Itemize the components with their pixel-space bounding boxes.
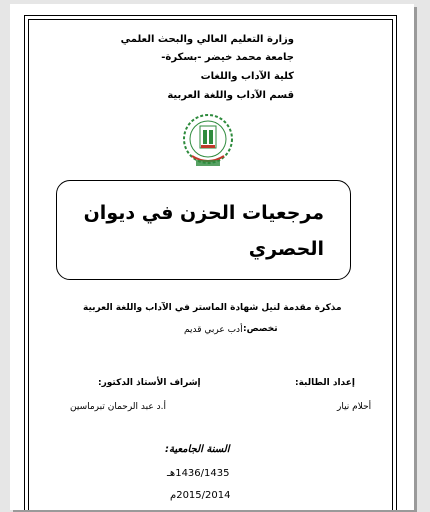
supervisor-label: إشراف الأستاذ الدكتور:	[98, 378, 201, 388]
university-line: جامعة محمد خيضر -بسكرة-	[161, 52, 294, 63]
student-name: أحلام نيار	[337, 402, 372, 412]
university-emblem-icon	[182, 112, 234, 170]
department-line: قسم الآداب واللغة العربية	[167, 90, 294, 101]
ministry-line: وزارة التعليم العالي والبحث العلمي	[120, 34, 294, 45]
thesis-title-line-1: مرجعيات الحزن في ديوان	[83, 202, 324, 224]
specialization-value: أدب عربي قديم	[184, 325, 243, 335]
title-box	[56, 180, 351, 280]
document-page	[10, 4, 414, 510]
academic-year-label: السنة الجامعية:	[165, 444, 230, 455]
thesis-note: مذكرة مقدمة لنيل شهادة الماستر في الآداب واللغة العربية	[83, 303, 342, 313]
specialization-label: تخصص:	[243, 324, 278, 334]
academic-year-hijri: 1436/1435هـ	[167, 468, 230, 479]
thesis-title-line-2: الحصري	[248, 238, 324, 260]
faculty-line: كلية الآداب واللغات	[200, 71, 294, 82]
prepared-by-label: إعداد الطالبة:	[295, 378, 355, 388]
academic-year-gregorian: 2015/2014م	[170, 490, 231, 501]
supervisor-name: أ.د عبد الرحمان تبرماسين	[70, 402, 166, 412]
